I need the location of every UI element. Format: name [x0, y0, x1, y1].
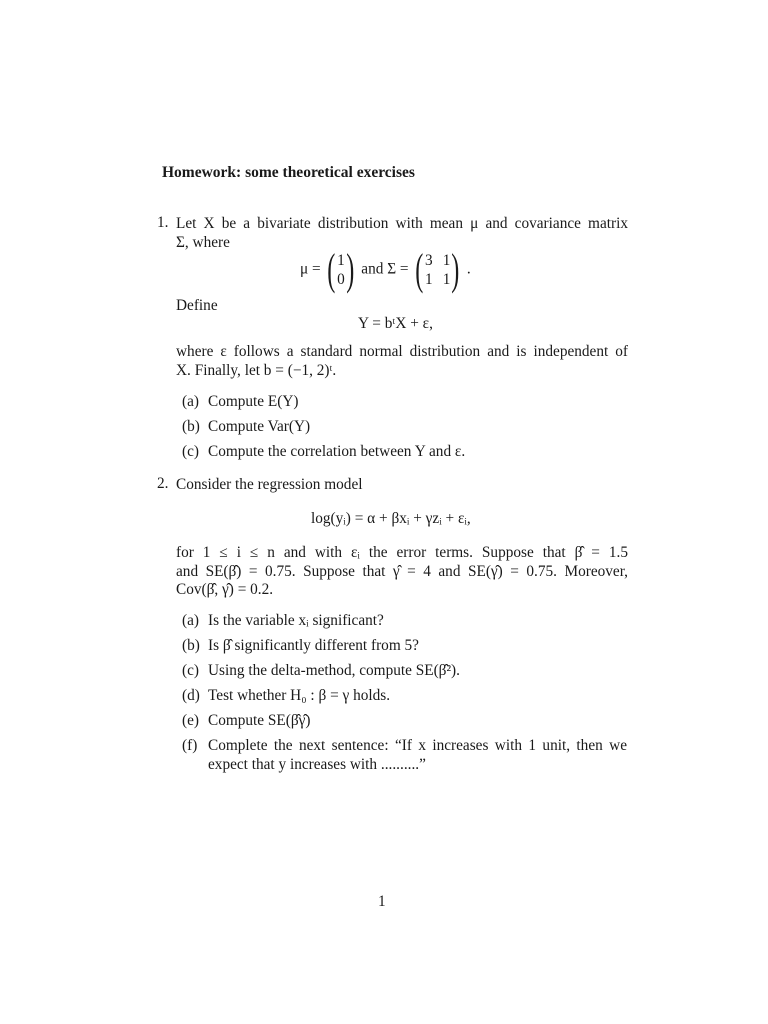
subquestion-label: (b): [182, 637, 200, 654]
q1-line2: Σ, where: [176, 234, 230, 251]
mu-label: μ =: [300, 260, 321, 278]
page-number: 1: [378, 893, 386, 910]
subquestion-text: Test whether H₀ : β = γ holds.: [208, 687, 391, 704]
sigma-matrix-cell: 1: [442, 271, 451, 288]
subquestion-text: Compute SE(β̂γ̂): [208, 712, 311, 729]
sigma-matrix-cell: 1: [425, 271, 433, 288]
q2-model-equation: log(yᵢ) = α + βxᵢ + γzᵢ + εᵢ,: [311, 510, 471, 527]
sigma-matrix-cell: 3: [425, 252, 433, 269]
q2-line1: Consider the regression model: [176, 476, 363, 493]
subquestion-label: (a): [182, 393, 199, 410]
and-sigma-label: and Σ =: [361, 260, 409, 278]
page-title: Homework: some theoretical exercises: [162, 164, 415, 181]
q1-define: Define: [176, 297, 218, 314]
subquestion-label: (c): [182, 443, 199, 460]
subquestion-label: (e): [182, 712, 199, 729]
q1-line1: Let X be a bivariate distribution with mean μ and covariance matrix: [176, 215, 628, 232]
subquestion-text: Using the delta-method, compute SE(β̂²).: [208, 662, 460, 679]
matrix-period: .: [466, 260, 471, 278]
subquestion-text: Compute Var(Y): [208, 418, 311, 435]
sigma-matrix-cell: 1: [442, 252, 451, 269]
subquestion-text: Is β̂ significantly different from 5?: [208, 637, 419, 654]
subquestion-label: (a): [182, 612, 199, 629]
mu-matrix-cell: 0: [337, 271, 345, 288]
q1-line4: X. Finally, let b = (−1, 2)ᵗ.: [176, 362, 337, 379]
q1-matrix-equation: [300, 245, 471, 294]
subquestion-label: (c): [182, 662, 199, 679]
q2-line2: for 1 ≤ i ≤ n and with εᵢ the error terms. Suppose that β̂ = 1.5: [176, 544, 628, 561]
sigma-matrix: ( 3 1 1 1 ): [415, 245, 460, 294]
q1-number: 1.: [157, 214, 169, 231]
q2-line4: Cov(β̂, γ̂) = 0.2.: [176, 581, 274, 598]
subquestion-label: (d): [182, 687, 200, 704]
subquestion-label: (f): [182, 737, 198, 754]
subquestion-text-continued: expect that y increases with ..........”: [208, 756, 426, 773]
mu-matrix-cell: 1: [337, 252, 345, 269]
q1-y-equation: Y = bᵗX + ε,: [358, 315, 433, 332]
subquestion-text: Compute the correlation between Y and ε.: [208, 443, 466, 460]
q2-number: 2.: [157, 475, 169, 492]
q2-line3: and SE(β̂) = 0.75. Suppose that γ̂ = 4 and SE(γ̂) = 0.75. Moreover,: [176, 563, 628, 580]
subquestion-text: Compute E(Y): [208, 393, 299, 410]
subquestion-label: (b): [182, 418, 200, 435]
mu-matrix: ( 1 0 ): [327, 245, 355, 294]
q1-line3: where ε follows a standard normal distribution and is independent of: [176, 343, 628, 360]
subquestion-text: Is the variable xᵢ significant?: [208, 612, 384, 629]
subquestion-text: Complete the next sentence: “If x increases with 1 unit, then we: [208, 737, 627, 754]
